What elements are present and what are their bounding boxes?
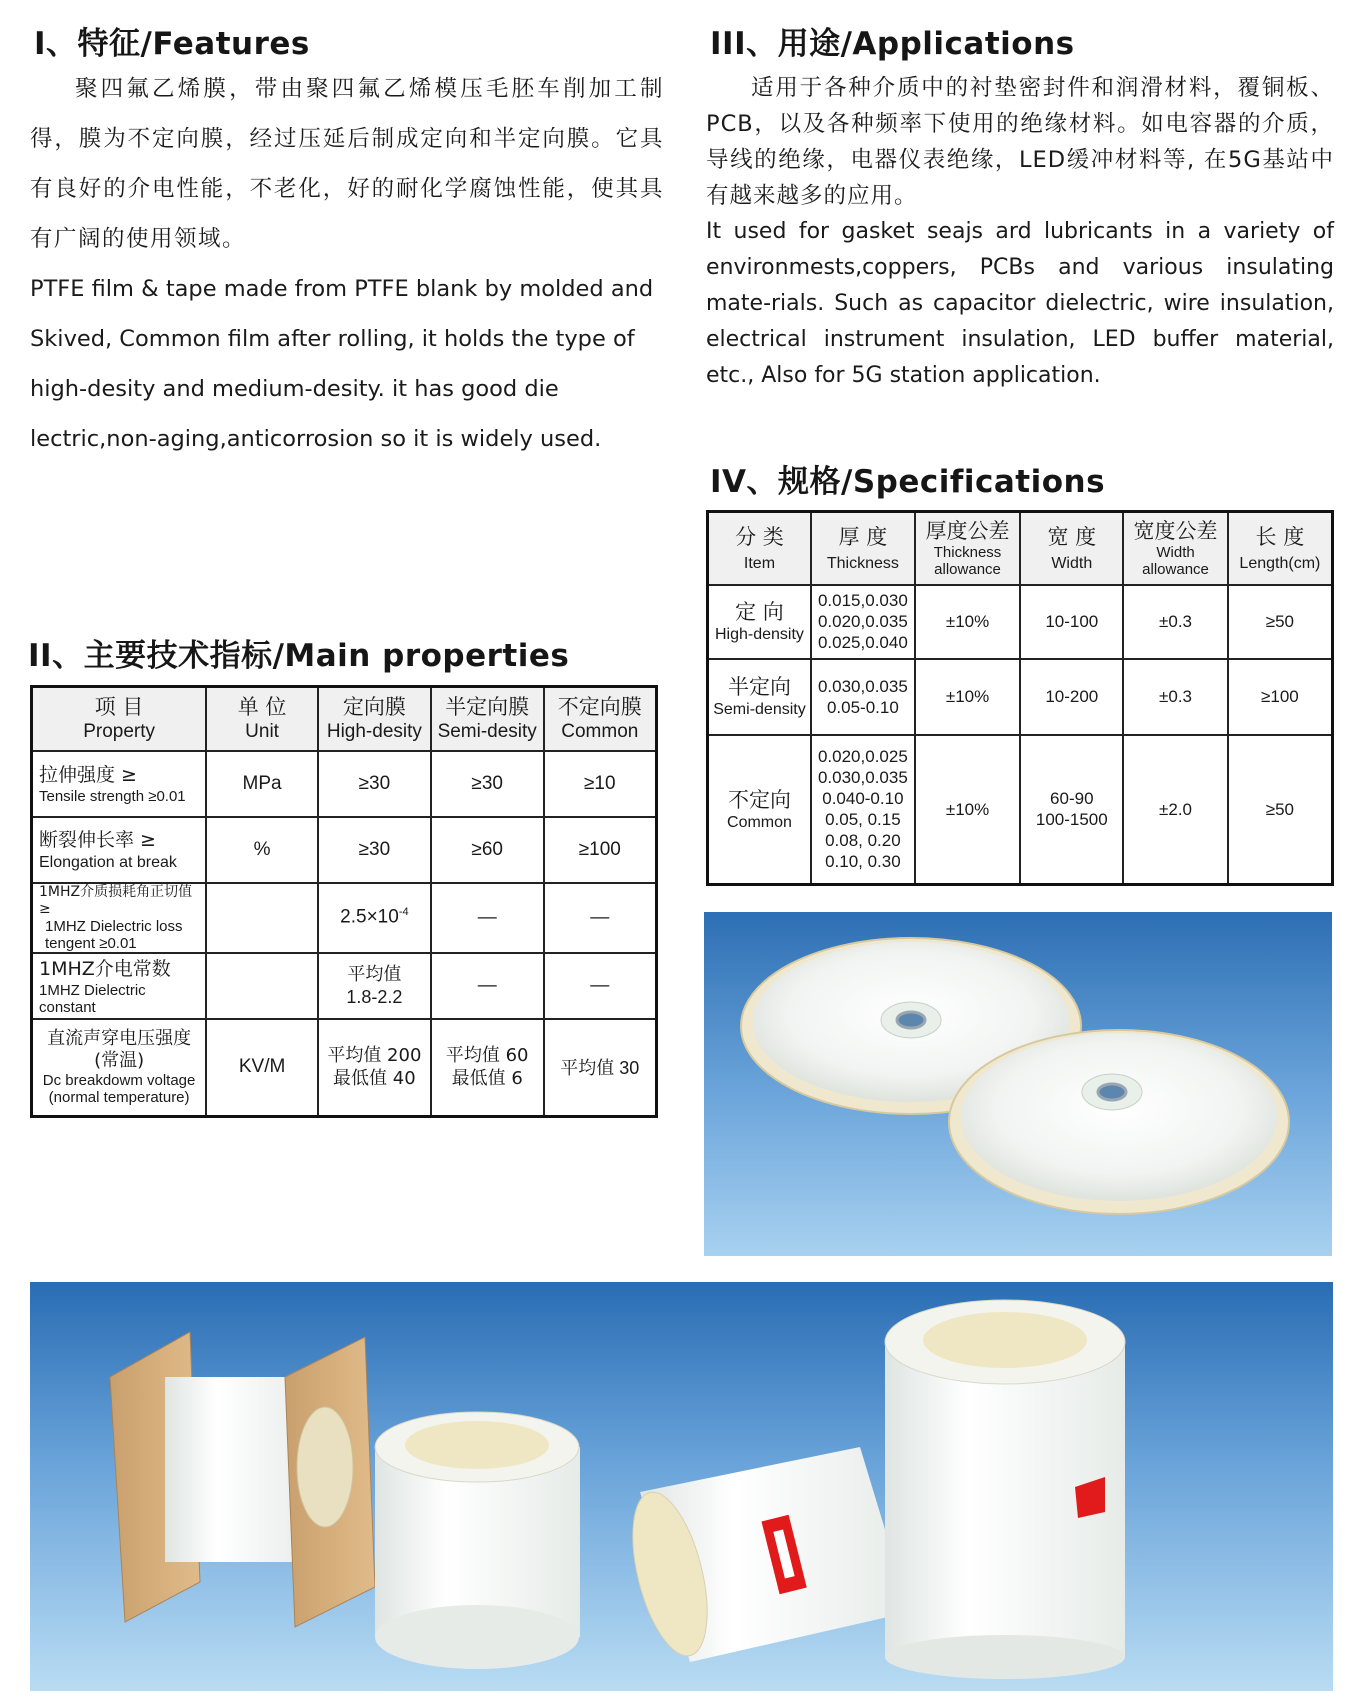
semi-cell <box>431 1019 544 1117</box>
property-cn: 拉伸强度 ≥ <box>39 764 137 786</box>
thickness-line: 0.05-0.10 <box>826 697 899 717</box>
table-row <box>32 953 657 1019</box>
high-header-cn: 定向膜 <box>342 694 406 719</box>
features-cn: 聚四氟乙烯膜，带由聚四氟乙烯模压毛胚车削加工制得，膜为不定向膜，经过压延后制成定向和半定向膜。它具有良好的介电性能，不老化，好的耐化学腐蚀性能，使其具有广阔的使用领域。 <box>30 76 664 252</box>
item-header-en: Item <box>743 554 776 572</box>
features-en: PTFE film & tape made from PTFE blank by molded and Skived, Common film after rolling, it holds the type of high-desity and medium-desity. it has good die lectric,non-aging,anticorrosion so it is widely used. <box>30 276 654 452</box>
common-header-en: Common <box>561 720 639 742</box>
spool-roll <box>110 1332 375 1627</box>
film-rolls-photo <box>30 1282 1333 1691</box>
roll-small <box>375 1412 580 1669</box>
semi-cell: — <box>431 953 544 1019</box>
specifications-title: IV、规格/Specifications <box>710 464 1106 500</box>
film-rolls-illustration <box>30 1282 1333 1691</box>
item-cn: 不定向 <box>727 787 791 812</box>
thickness-line: 0.030,0.035 <box>817 768 908 788</box>
thickness-line: 0.020,0.035 <box>817 612 908 631</box>
item-en: Semi-density <box>713 701 806 718</box>
high-value-2: 1.8-2.2 <box>346 986 403 1007</box>
semi-cell: — <box>431 883 544 953</box>
property-en: Tensile strength ≥0.01 <box>39 788 186 805</box>
high-cell <box>318 953 431 1019</box>
width-tol-header-en1: Width <box>1156 544 1195 562</box>
property-cn: 1MHZ介质损耗角正切值 ≥ <box>39 883 193 917</box>
film-disc-front <box>949 1030 1289 1214</box>
film-discs-photo <box>704 912 1332 1256</box>
width-tol-cell: ±2.0 <box>1123 735 1227 885</box>
length-cell: ≥50 <box>1228 735 1333 885</box>
common-header-cn: 不定向膜 <box>557 694 642 719</box>
applications-en: It used for gasket seajs ard lubricants in a variety of environmests,coppers, PCBs and various insulating mate-rials. Such as capacitor dielectric, wire insulation, electrical instrument insulation, LED buffer material, etc., Also for 5G station application. <box>706 219 1334 388</box>
property-header-en: Property <box>83 720 155 742</box>
applications-text <box>706 70 1334 394</box>
width-tol-cell: ±0.3 <box>1123 585 1227 659</box>
high-cell <box>318 883 431 953</box>
unit-cell: % <box>206 817 318 883</box>
unit-cell <box>206 953 318 1019</box>
length-cell: ≥50 <box>1228 585 1333 659</box>
unit-cell: MPa <box>206 751 318 817</box>
width-tol-header-cn: 宽度公差 <box>1133 519 1218 544</box>
roll-large <box>885 1300 1125 1679</box>
thickness-tol-cell: ±10% <box>915 659 1020 735</box>
table-row <box>32 817 657 883</box>
width-cell: 10-100 <box>1020 585 1123 659</box>
width-tol-header-en2: allowance <box>1142 561 1209 579</box>
main-properties-header <box>32 687 657 751</box>
high-cell: ≥30 <box>318 751 431 817</box>
common-cell: ≥10 <box>544 751 657 817</box>
width-cell <box>1020 735 1123 885</box>
applications-title: III、用途/Applications <box>710 26 1075 62</box>
property-cn: 直流声穿电压强度(常温) <box>47 1028 192 1072</box>
width-tol-cell: ±0.3 <box>1123 659 1227 735</box>
common-cell: 平均值 30 <box>544 1019 657 1117</box>
applications-cn: 适用于各种介质中的衬垫密封件和润滑材料，覆铜板、PCB，以及各种频率下使用的绝缘材料。如电容器的介质，导线的绝缘，电器仪表绝缘，LED缓冲材料等, 在5G基站中有越来越多的应用。 <box>706 75 1334 209</box>
width-header-cn: 宽 度 <box>1047 524 1097 549</box>
semi-value: 平均值 60 <box>445 1045 529 1067</box>
length-header-cn: 长 度 <box>1255 524 1305 549</box>
thickness-tol-cell: ±10% <box>915 735 1020 885</box>
common-cell: ≥100 <box>544 817 657 883</box>
high-value: 2.5×10 <box>340 906 399 928</box>
thickness-tol-header-en1: Thickness <box>933 544 1002 562</box>
thickness-tol-cell: ±10% <box>915 585 1020 659</box>
high-cell <box>318 1019 431 1117</box>
thickness-line: 0.015,0.030 <box>817 591 908 610</box>
table-row <box>32 751 657 817</box>
property-en: Dc breakdowm voltage (normal temperature) <box>42 1072 196 1107</box>
table-row <box>32 883 657 953</box>
item-en: High-density <box>715 626 804 643</box>
semi-value-2: 最低值 6 <box>451 1068 523 1090</box>
item-cn: 半定向 <box>727 675 791 699</box>
item-header-cn: 分 类 <box>735 524 784 549</box>
width-line: 100-1500 <box>1035 810 1108 830</box>
item-en: Common <box>727 813 792 831</box>
features-title: I、特征/Features <box>34 26 310 62</box>
table-row <box>708 659 1333 735</box>
thickness-cell <box>811 585 915 659</box>
thickness-tol-header-cn: 厚度公差 <box>925 519 1010 544</box>
specifications-header <box>708 512 1333 585</box>
thickness-line: 0.040-0.10 <box>822 789 904 809</box>
thickness-header-cn: 厚 度 <box>838 524 888 549</box>
semi-cell: ≥30 <box>431 751 544 817</box>
property-en: Elongation at break <box>39 854 177 871</box>
table-row <box>32 1019 657 1117</box>
unit-cell: KV/M <box>206 1019 318 1117</box>
specifications-table <box>706 510 1334 886</box>
semi-header-en: Semi-desity <box>437 720 537 742</box>
unit-header-en: Unit <box>245 720 279 742</box>
width-line: 60-90 <box>1050 789 1094 809</box>
thickness-line: 0.030,0.035 <box>817 676 908 696</box>
property-cn: 1MHZ介电常数 <box>39 957 171 980</box>
table-row <box>708 735 1333 885</box>
thickness-line: 0.05, 0.15 <box>825 810 901 830</box>
thickness-line: 0.025,0.040 <box>817 633 908 652</box>
thickness-line: 0.08, 0.20 <box>825 831 901 851</box>
high-value-2: 最低值 40 <box>333 1068 416 1090</box>
thickness-header-en: Thickness <box>826 554 899 572</box>
thickness-cell <box>811 735 915 885</box>
length-cell: ≥100 <box>1228 659 1333 735</box>
roll-lying <box>619 1447 910 1663</box>
semi-header-cn: 半定向膜 <box>445 694 530 719</box>
property-cn: 断裂伸长率 ≥ <box>39 829 156 851</box>
thickness-line: 0.020,0.025 <box>817 747 908 767</box>
high-cell: ≥30 <box>318 817 431 883</box>
width-header-en: Width <box>1051 554 1093 572</box>
main-properties-table <box>30 685 658 1118</box>
film-discs-illustration <box>704 912 1332 1256</box>
table-row <box>708 585 1333 659</box>
length-header-en: Length(cm) <box>1239 554 1321 572</box>
thickness-line: 0.10, 0.30 <box>825 852 901 872</box>
high-header-en: High-desity <box>326 720 422 742</box>
common-cell: — <box>544 883 657 953</box>
semi-cell: ≥60 <box>431 817 544 883</box>
width-cell: 10-200 <box>1020 659 1123 735</box>
main-properties-title: II、主要技术指标/Main properties <box>28 638 570 674</box>
thickness-cell <box>811 659 915 735</box>
unit-header-cn: 单 位 <box>237 694 287 719</box>
property-en: 1MHZ Dielectric constant <box>39 981 146 1016</box>
features-text <box>30 64 664 464</box>
property-header-cn: 项 目 <box>94 694 144 719</box>
high-exponent: -4 <box>398 906 409 919</box>
unit-cell <box>206 883 318 953</box>
property-en: 1MHZ Dielectric loss tengent ≥0.01 <box>45 917 183 952</box>
high-value: 平均值 <box>347 963 402 985</box>
common-cell: — <box>544 953 657 1019</box>
thickness-tol-header-en2: allowance <box>934 561 1001 579</box>
high-value: 平均值 200 <box>327 1045 422 1067</box>
item-cn: 定 向 <box>735 600 784 624</box>
